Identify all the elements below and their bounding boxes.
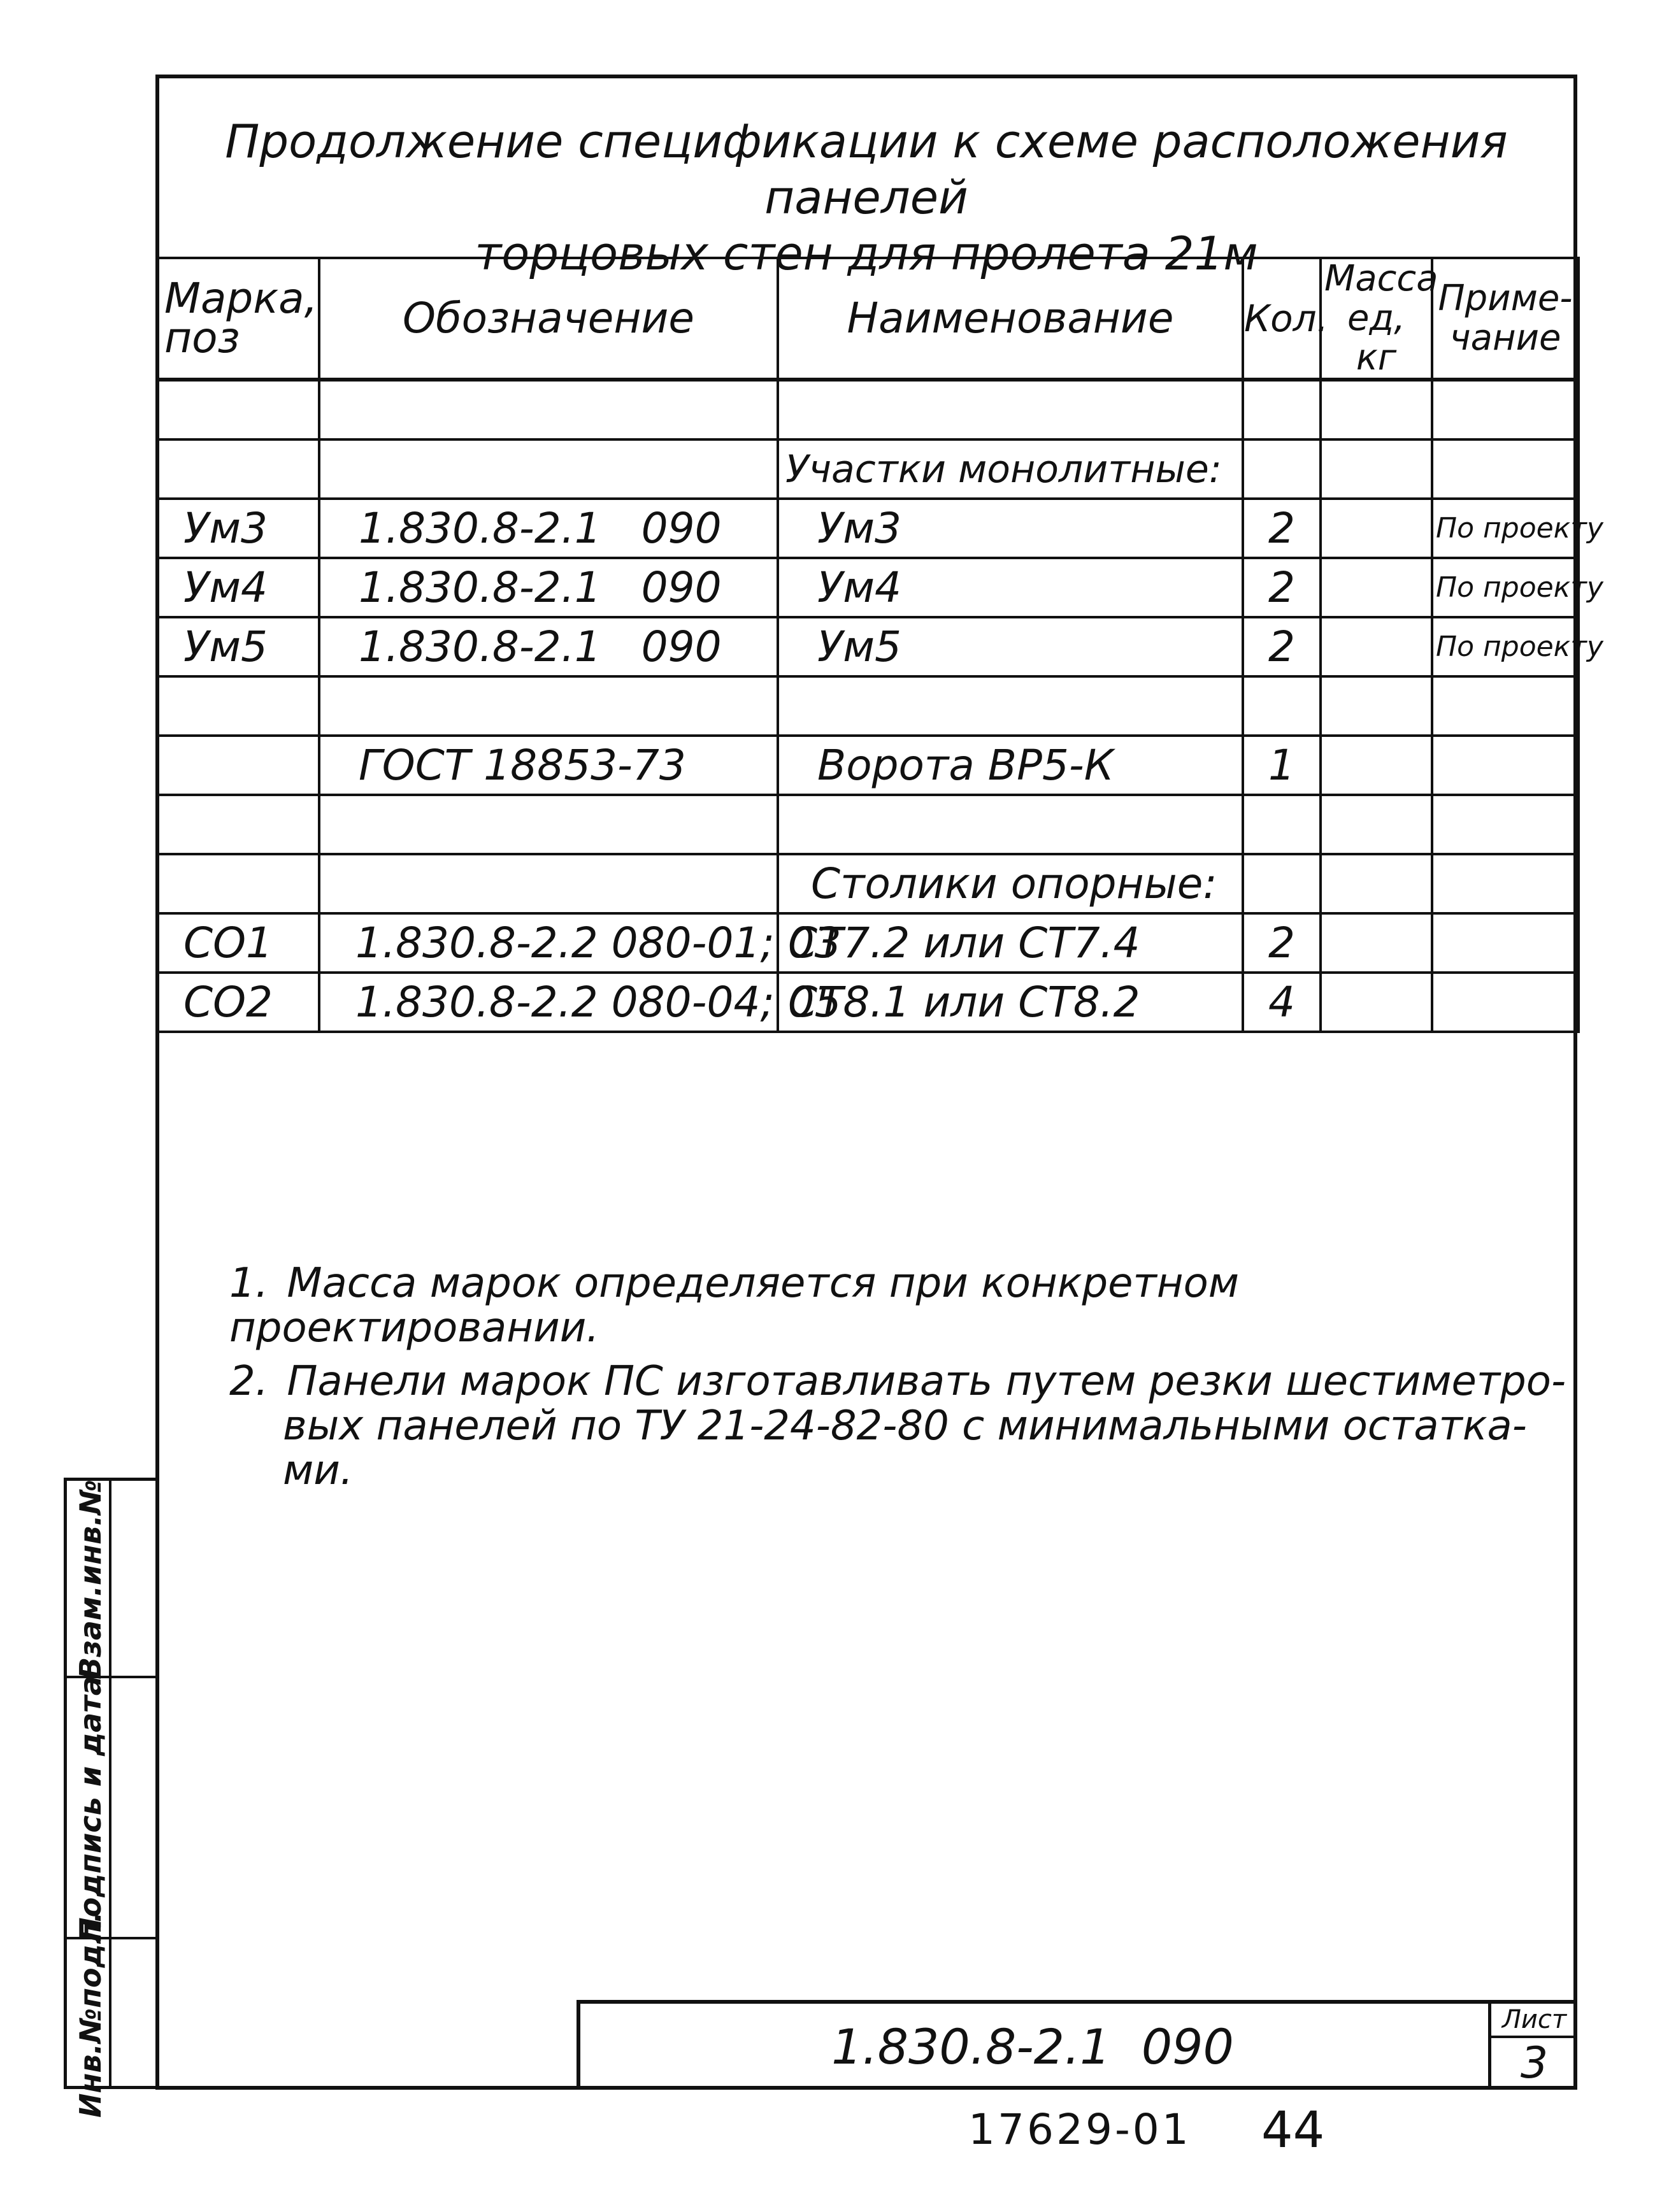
cell-mark: Ум3 <box>157 499 319 558</box>
cell-mass <box>1321 617 1432 676</box>
sheet-label: Лист <box>1491 2004 1577 2038</box>
cell-mass <box>1321 499 1432 558</box>
note-2-line-2: вых панелей по ТУ 21-24-82-80 с минимальными остатка- <box>283 1402 1527 1450</box>
page-number: 44 <box>1261 2102 1325 2159</box>
document-code: 1.830.8-2.1 090 <box>831 2018 1234 2075</box>
cell-name: СТ7.2 или СТ7.4 <box>778 913 1243 973</box>
cell-mass <box>1321 973 1432 1032</box>
cell-note <box>1432 854 1579 913</box>
cell-mark: Ум5 <box>157 617 319 676</box>
cell-note <box>1432 736 1579 795</box>
cell-note <box>1432 439 1579 499</box>
section-heading: Столики опорные: <box>778 854 1243 913</box>
cell-qty: 2 <box>1243 558 1321 617</box>
table-row <box>157 439 1579 499</box>
cell-mark: СО2 <box>157 973 319 1032</box>
side-label-inventory: Инв.№подл. <box>73 1911 108 2118</box>
section-heading: Участки монолитные: <box>778 439 1243 499</box>
cell-mass <box>1321 380 1432 439</box>
note-2 <box>229 1359 1573 1493</box>
cell-mark <box>157 736 319 795</box>
title-line-2: торцовых стен для пролета 21м <box>475 227 1258 280</box>
cell-name <box>778 795 1243 854</box>
cell-designation: 1.830.8-2.1 090 <box>319 499 778 558</box>
table-row <box>157 736 1579 795</box>
cell-mass <box>1321 439 1432 499</box>
cell-name <box>778 676 1243 736</box>
cell-designation <box>319 676 778 736</box>
table-row <box>157 499 1579 558</box>
cell-mass <box>1321 558 1432 617</box>
cell-qty: 4 <box>1243 973 1321 1032</box>
cell-qty <box>1243 380 1321 439</box>
cell-designation: 1.830.8-2.2 080-04; 05 <box>319 973 778 1032</box>
cell-qty: 2 <box>1243 617 1321 676</box>
cell-designation: ГОСТ 18853-73 <box>319 736 778 795</box>
table-row <box>157 558 1579 617</box>
archive-number: 17629-01 <box>968 2105 1191 2154</box>
cell-name: СТ8.1 или СТ8.2 <box>778 973 1243 1032</box>
cell-designation: 1.830.8-2.2 080-01; 03 <box>319 913 778 973</box>
table-row <box>157 913 1579 973</box>
sheet-number: 3 <box>1520 2038 1549 2088</box>
side-label-signature: Подпись и дата <box>73 1676 108 1942</box>
cell-mass <box>1321 913 1432 973</box>
cell-mark <box>157 795 319 854</box>
cell-mass <box>1321 854 1432 913</box>
header-note: Приме- чание <box>1432 258 1579 380</box>
header-name: Наименование <box>778 258 1243 380</box>
cell-note: По проекту <box>1432 499 1579 558</box>
cell-qty: 2 <box>1243 913 1321 973</box>
cell-mark: Ум4 <box>157 558 319 617</box>
cell-name: Ум4 <box>778 558 1243 617</box>
cell-name: Ворота ВР5-К <box>778 736 1243 795</box>
table-row <box>157 973 1579 1032</box>
cell-note <box>1432 380 1579 439</box>
table-row <box>157 380 1579 439</box>
table-row <box>157 676 1579 736</box>
cell-mass <box>1321 736 1432 795</box>
cell-note <box>1432 973 1579 1032</box>
cell-name: Ум5 <box>778 617 1243 676</box>
cell-designation <box>319 380 778 439</box>
table-row <box>157 617 1579 676</box>
cell-designation: 1.830.8-2.1 090 <box>319 617 778 676</box>
header-mass: Масса ед, кг <box>1321 258 1432 380</box>
note-1-number: 1. <box>229 1260 269 1307</box>
cell-mark <box>157 854 319 913</box>
cell-designation <box>319 439 778 499</box>
cell-note <box>1432 913 1579 973</box>
document-title <box>159 78 1573 280</box>
note-1-text: Масса марок определяется при конкретном проектировании. <box>229 1260 1239 1352</box>
cell-designation <box>319 854 778 913</box>
table-header-row <box>157 258 1579 380</box>
note-2-number: 2. <box>229 1358 269 1405</box>
cell-note <box>1432 795 1579 854</box>
note-2-line-3: ми. <box>283 1447 354 1494</box>
cell-mark <box>157 676 319 736</box>
title-block <box>577 2000 1577 2090</box>
cell-qty <box>1243 854 1321 913</box>
header-mark: Марка, поз <box>157 258 319 380</box>
header-designation: Обозначение <box>319 258 778 380</box>
cell-qty <box>1243 439 1321 499</box>
cell-note: По проекту <box>1432 617 1579 676</box>
side-label-vzam: Взам.инв.№ <box>73 1480 108 1680</box>
cell-note: По проекту <box>1432 558 1579 617</box>
cell-qty: 2 <box>1243 499 1321 558</box>
sheet-box <box>1488 2004 1577 2090</box>
cell-name: Ум3 <box>778 499 1243 558</box>
cell-qty: 1 <box>1243 736 1321 795</box>
header-qty: Кол. <box>1243 258 1321 380</box>
title-line-1: Продолжение спецификации к схеме расположения панелей <box>225 115 1508 224</box>
cell-name <box>778 380 1243 439</box>
cell-mass <box>1321 676 1432 736</box>
cell-designation: 1.830.8-2.1 090 <box>319 558 778 617</box>
cell-mass <box>1321 795 1432 854</box>
table-row <box>157 795 1579 854</box>
cell-qty <box>1243 676 1321 736</box>
specification-table <box>155 257 1603 1033</box>
side-stamp <box>64 1478 155 2118</box>
cell-designation <box>319 795 778 854</box>
notes-section <box>229 1261 1573 1502</box>
cell-mark <box>157 380 319 439</box>
cell-mark: СО1 <box>157 913 319 973</box>
note-1 <box>229 1261 1573 1350</box>
cell-qty <box>1243 795 1321 854</box>
table-row <box>157 854 1579 913</box>
cell-mark <box>157 439 319 499</box>
cell-note <box>1432 676 1579 736</box>
note-2-line-1: Панели марок ПС изготавливать путем резки шестиметро- <box>287 1358 1566 1405</box>
